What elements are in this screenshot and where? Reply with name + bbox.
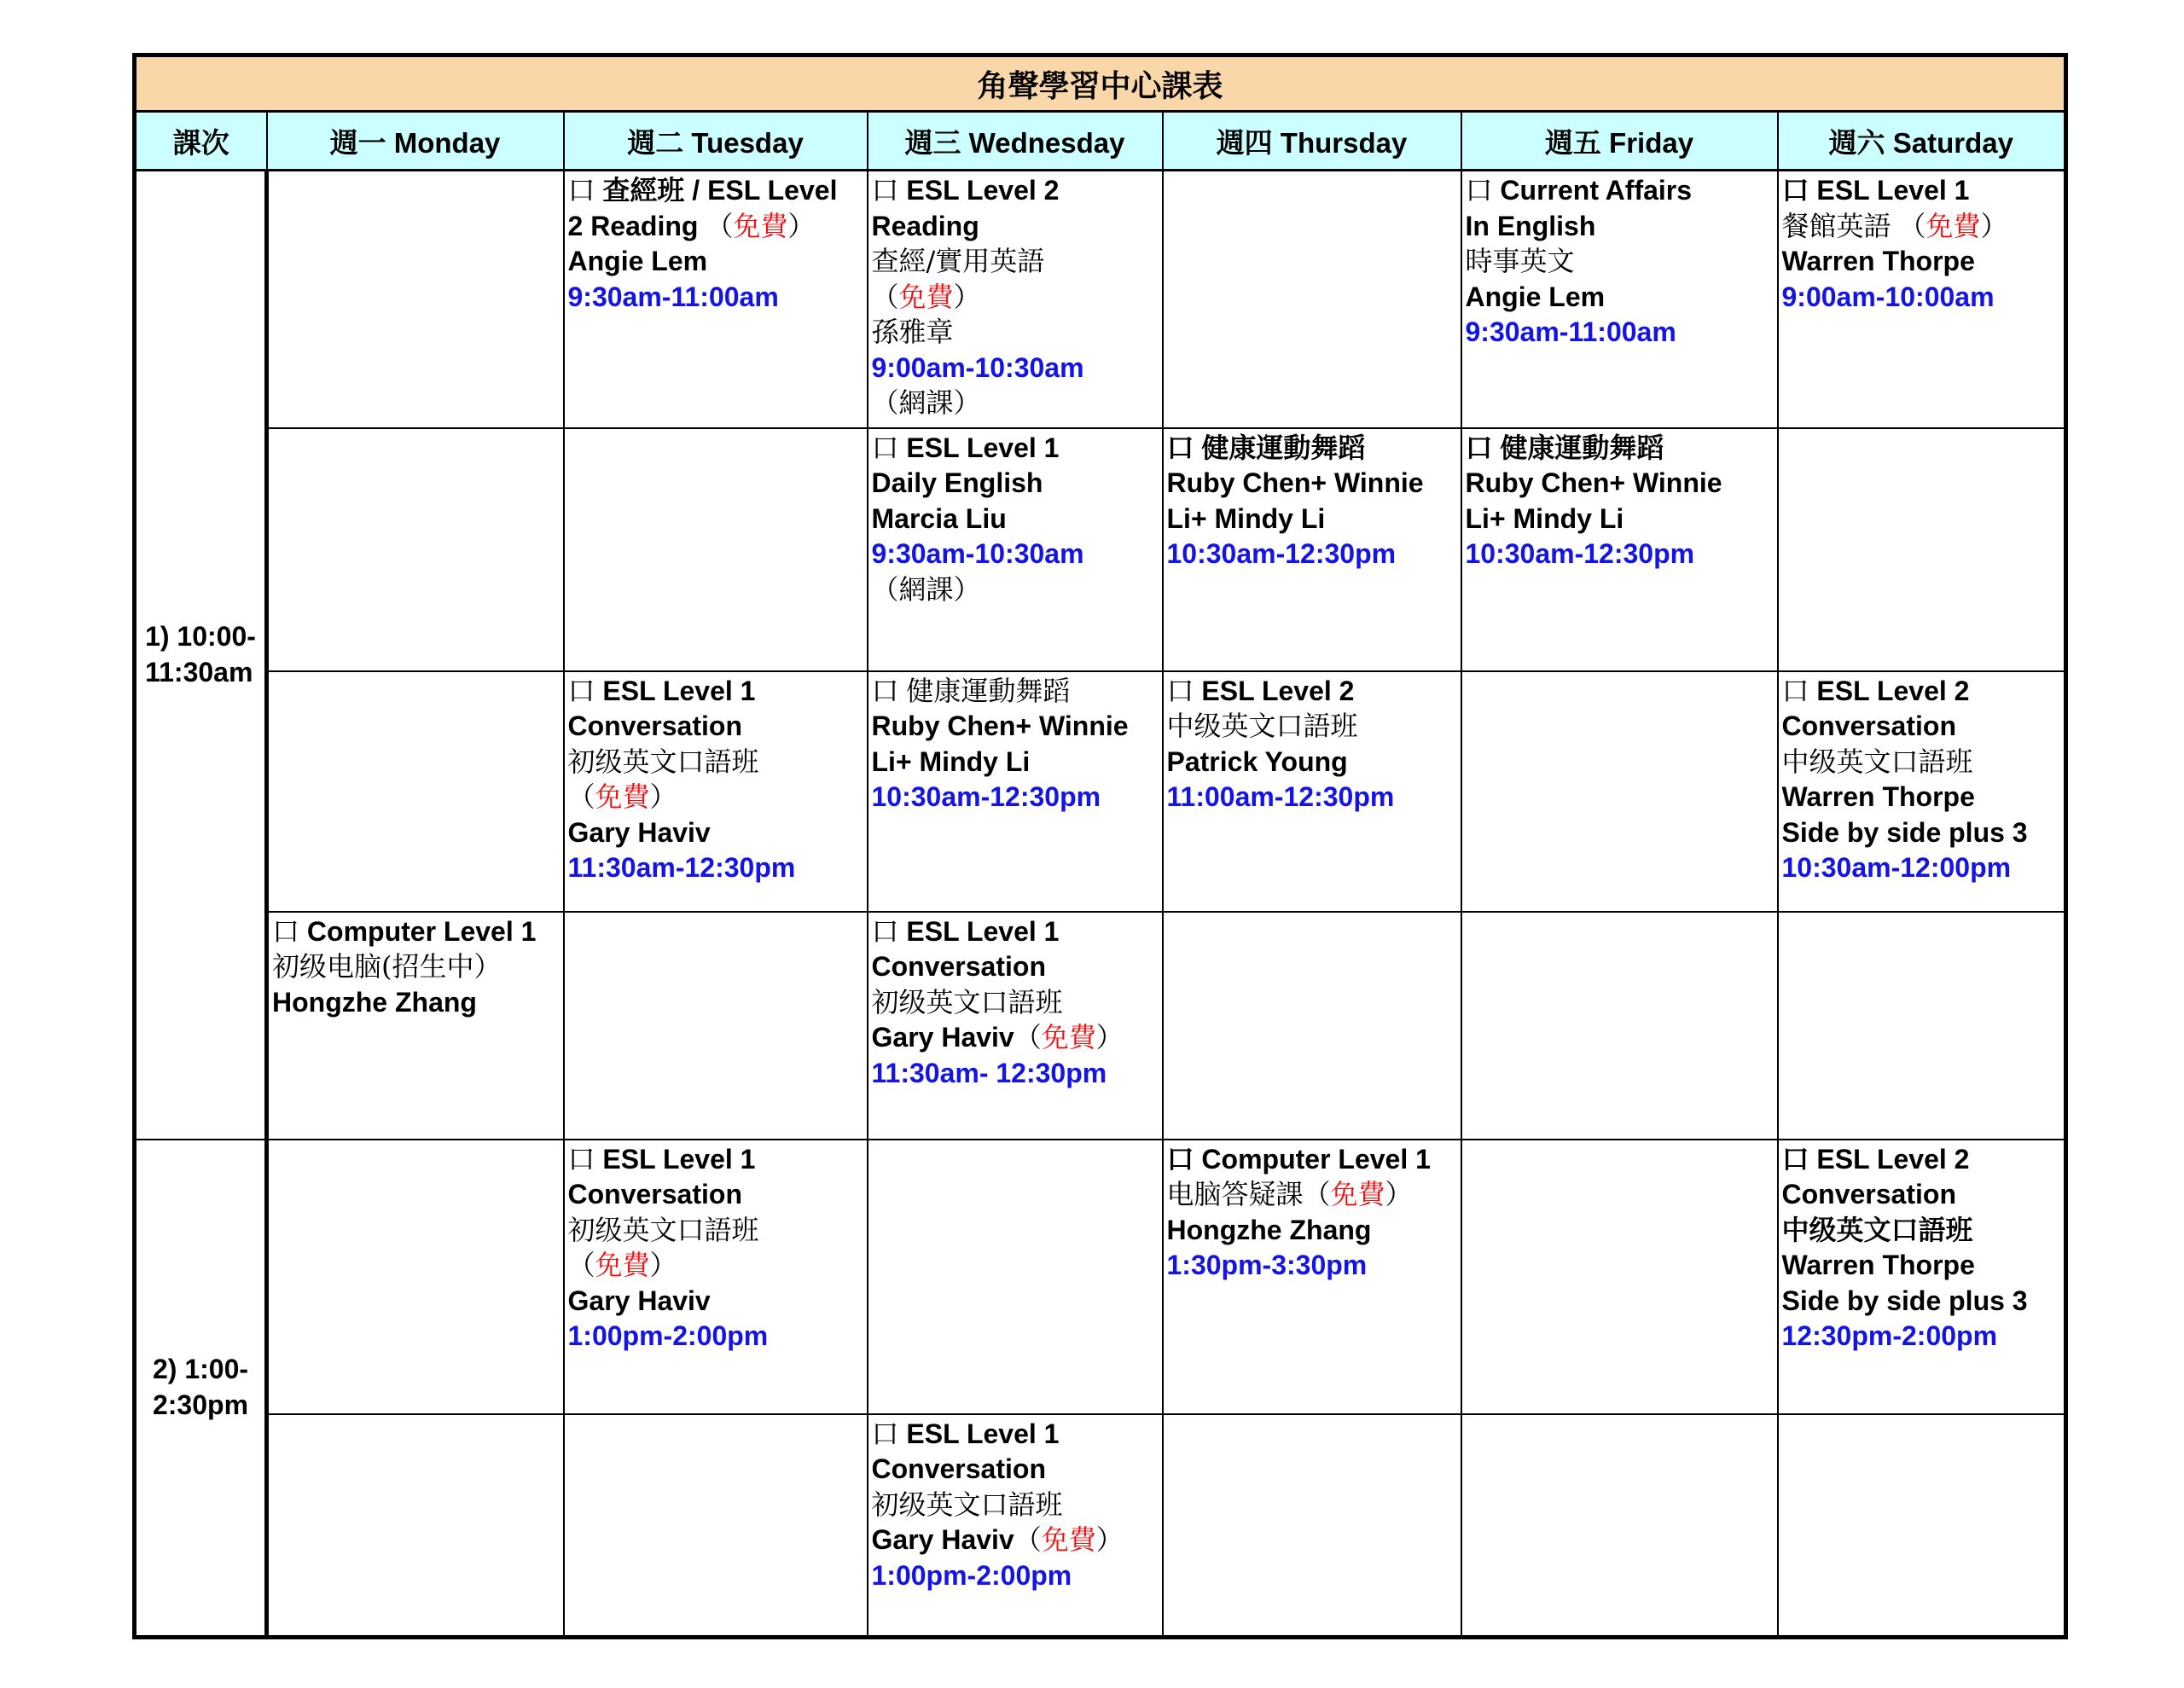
class-cell-empty [267,1140,564,1414]
class-title-cont: Conversation [567,711,742,741]
class-time: 9:30am-10:30am [871,538,1084,569]
class-teacher: Hongzhe Zhang [1166,1214,1372,1245]
class-teacher: Ruby Chen+ Winnie [1166,467,1424,498]
class-teacher: Gary Haviv [871,1022,1014,1053]
class-teacher: Angie Lem [1465,281,1606,312]
schedule-table [132,53,2068,1639]
class-cell-wed-6: 口 ESL Level 1 Conversation 初级英文口語班 Gary Haviv（免費） 1:00pm-2:00pm [868,1414,1163,1638]
class-time: 9:00am-10:00am [1781,281,1995,312]
class-teacher: Warren Thorpe [1781,246,1975,276]
class-title-cont: Conversation [1781,1179,1956,1209]
period-1 [135,171,267,1140]
class-chinese-name: 初级英文口語班 [567,745,759,778]
class-time: 11:30am-12:30pm [567,852,796,883]
online-tag: （網課） [871,386,981,419]
online-tag: （網課） [871,572,981,606]
class-cell-sat-1: 口 ESL Level 1 餐館英語 （免費） Warren Thorpe 9:00am-10:00am [1778,171,2066,428]
table-row [135,1414,2066,1638]
checkbox-icon: 口 [871,1417,899,1450]
checkbox-icon: 口 [1166,1142,1194,1175]
class-teacher: Hongzhe Zhang [272,986,477,1018]
checkbox-icon: 口 [1465,174,1493,206]
header-monday: 週一 Monday [267,112,564,171]
class-time: 11:30am- 12:30pm [871,1057,1107,1088]
class-teacher-cont: Li+ Mindy Li [871,745,1031,777]
class-cell-empty [564,428,868,671]
checkbox-icon: 口 [1781,174,1809,206]
checkbox-icon: 口 [871,431,899,464]
class-teacher: Warren Thorpe [1781,781,1975,812]
class-cell-wed-2 [868,428,1163,671]
class-cell-wed-4: 口 ESL Level 1 Conversation 初级英文口語班 Gary Haviv（免費） 11:30am- 12:30pm [868,912,1163,1140]
checkbox-icon: 口 [567,1142,595,1175]
checkbox-icon: 口 [567,174,595,206]
class-title: 健康運動舞蹈 [1201,431,1366,464]
class-teacher: Patrick Young [1166,745,1348,777]
free-tag: 免費 [595,780,650,813]
class-title-cont: Conversation [1781,711,1956,741]
class-title: 查經班 / ESL Level [602,175,838,206]
class-title: ESL Level 1 [602,675,756,706]
checkbox-icon: 口 [871,914,899,948]
class-teacher: Angie Lem [567,246,708,276]
schedule-title: 角聲學習中心課表 [135,55,2066,112]
class-cell-empty [1461,1414,1778,1638]
class-time: 1:00pm-2:00pm [871,1559,1072,1591]
class-cell-thu-2 [1163,428,1461,671]
class-title: ESL Level 1 [906,915,1060,947]
class-time: 12:30pm-2:00pm [1781,1320,1998,1351]
table-row [135,912,2066,1140]
class-title: Computer Level 1 [306,915,537,947]
class-chinese-name: 中级英文口語班 [1781,1213,1973,1246]
checkbox-icon: 口 [871,674,899,707]
class-textbook: Side by side plus 3 [1781,816,2028,848]
class-time: 10:30am-12:30pm [1166,538,1397,569]
checkbox-icon: 口 [1465,431,1493,464]
table-row [135,428,2066,671]
class-title: ESL Level 2 [1816,675,1970,706]
class-cell-tue-5: 口 ESL Level 1 Conversation 初级英文口語班 （免費） Gary Haviv 1:00pm-2:00pm [564,1140,868,1414]
table-row [135,671,2066,912]
class-time: 11:00am-12:30pm [1166,781,1395,812]
free-tag: 免費 [1330,1178,1385,1210]
header-tuesday: 週二 Tuesday [564,112,868,171]
class-cell-wed-3 [868,671,1163,912]
class-title: ESL Level 1 [1816,175,1970,206]
class-chinese-name: 餐館英語 [1781,209,1891,242]
class-teacher: Marcia Liu [871,502,1007,534]
class-cell-empty [267,428,564,671]
class-teacher-cont: Li+ Mindy Li [1465,502,1624,534]
class-chinese-name: 時事英文 [1465,245,1575,277]
class-chinese-name: 初级英文口語班 [871,1488,1063,1521]
class-chinese-name: 初级英文口語班 [567,1213,759,1246]
class-time: 9:30am-11:00am [1465,316,1676,347]
class-cell-fri-2 [1461,428,1778,671]
class-cell-thu-5: 口 Computer Level 1 电脑答疑課（免費） Hongzhe Zhang 1:30pm-3:30pm [1163,1140,1461,1414]
class-cell-empty [1461,912,1778,1140]
class-cell-sat-5 [1778,1140,2066,1414]
class-cell-mon-4 [267,912,564,1140]
class-teacher: Gary Haviv [567,1285,711,1316]
class-time: 1:30pm-3:30pm [1166,1250,1368,1280]
class-title-cont: Daily English [871,467,1043,498]
class-cell-empty [1163,1414,1461,1638]
class-title: ESL Level 1 [906,1418,1060,1449]
class-teacher: Ruby Chen+ Winnie [1465,467,1722,498]
class-cell-empty [1778,428,2066,671]
free-tag: 免費 [1041,1021,1096,1053]
class-title: ESL Level 2 [1201,675,1355,706]
header-period: 課次 [135,112,267,171]
class-cell-sat-3 [1778,671,2066,912]
class-cell-empty [267,671,564,912]
class-cell-empty [1778,912,2066,1140]
class-title: ESL Level 1 [906,432,1060,463]
class-teacher: Warren Thorpe [1781,1250,1975,1280]
class-title: Current Affairs [1500,175,1693,206]
header-saturday: 週六 Saturday [1778,112,2066,171]
class-cell-empty [1461,1140,1778,1414]
class-chinese-name: 电脑答疑課 [1166,1178,1304,1210]
header-friday: 週五 Friday [1461,112,1778,171]
class-chinese-name: 中级英文口語班 [1166,710,1358,742]
class-cell-empty [1461,671,1778,912]
period-1-start: 1) 10:00- [145,621,256,653]
class-title-cont: 2 Reading [567,210,699,241]
class-cell-wed-1: 口 ESL Level 2 Reading 查經/實用英語 （免費） 孫雅章 9:00am-10:30am （網課） [868,171,1163,428]
table-row [135,171,2066,428]
class-title: 健康運動舞蹈 [1500,431,1664,464]
free-tag: 免費 [1041,1523,1096,1556]
class-cell-empty [1778,1414,2066,1638]
class-title: 健康運動舞蹈 [906,674,1071,707]
class-time: 9:30am-11:00am [567,281,779,312]
class-time: 10:30am-12:00pm [1781,852,2012,883]
class-cell-empty [1163,912,1461,1140]
checkbox-icon: 口 [272,914,300,948]
class-chinese-name: 初级英文口語班 [871,985,1063,1018]
checkbox-icon: 口 [1781,1142,1809,1175]
free-tag: 免費 [1926,209,1981,242]
class-time: 1:00pm-2:00pm [567,1320,769,1351]
free-tag: 免費 [733,209,788,242]
checkbox-icon: 口 [871,174,899,206]
class-cell-thu-3 [1163,671,1461,912]
class-chinese-name: 查經/實用英語 [871,245,1045,277]
class-teacher: Ruby Chen+ Winnie [871,711,1129,741]
class-title-cont: Reading [871,210,979,241]
header-wednesday: 週三 Wednesday [868,112,1163,171]
class-cell-empty [267,171,564,428]
class-title: Computer Level 1 [1201,1143,1431,1175]
checkbox-icon: 口 [1166,431,1194,464]
checkbox-icon: 口 [567,674,595,707]
class-cell-empty [1163,171,1461,428]
class-cell-tue-1: 口 查經班 / ESL Level 2 Reading （免費） Angie Lem 9:30am-11:00am [564,171,868,428]
class-cell-empty [267,1414,564,1638]
class-cell-fri-1 [1461,171,1778,428]
class-teacher: Gary Haviv [567,816,711,848]
period-2 [135,1140,267,1638]
class-cell-empty [564,912,868,1140]
class-textbook: Side by side plus 3 [1781,1285,2028,1316]
class-title-cont: Conversation [871,951,1046,982]
checkbox-icon: 口 [1166,674,1194,707]
class-teacher: 孫雅章 [871,316,954,348]
class-chinese-name: 初级电脑(招生中） [272,950,502,983]
free-tag: 免費 [595,1249,650,1281]
class-title-cont: Conversation [567,1179,742,1209]
free-tag: 免費 [898,280,954,313]
class-teacher: Gary Haviv [871,1524,1014,1555]
period-1-end: 11:30am [145,656,253,687]
header-thursday: 週四 Thursday [1163,112,1461,171]
class-title: ESL Level 2 [906,175,1060,206]
class-chinese-name: 中级英文口語班 [1781,745,1973,778]
class-title-cont: Conversation [871,1453,1046,1484]
class-time: 9:00am-10:30am [871,351,1084,383]
checkbox-icon: 口 [1781,674,1809,707]
period-2-end: 2:30pm [152,1389,249,1420]
class-teacher-cont: Li+ Mindy Li [1166,502,1326,534]
class-time: 10:30am-12:30pm [1465,538,1695,569]
class-title-cont: In English [1465,210,1596,241]
table-row [135,1140,2066,1414]
class-title: ESL Level 2 [1816,1143,1970,1175]
period-2-start: 2) 1:00- [152,1354,249,1385]
class-title: ESL Level 1 [602,1143,756,1175]
class-cell-empty [868,1140,1163,1414]
class-cell-tue-3: 口 ESL Level 1 Conversation 初级英文口語班 （免費） Gary Haviv 11:30am-12:30pm [564,671,868,912]
class-cell-empty [564,1414,868,1638]
class-time: 10:30am-12:30pm [871,781,1101,812]
